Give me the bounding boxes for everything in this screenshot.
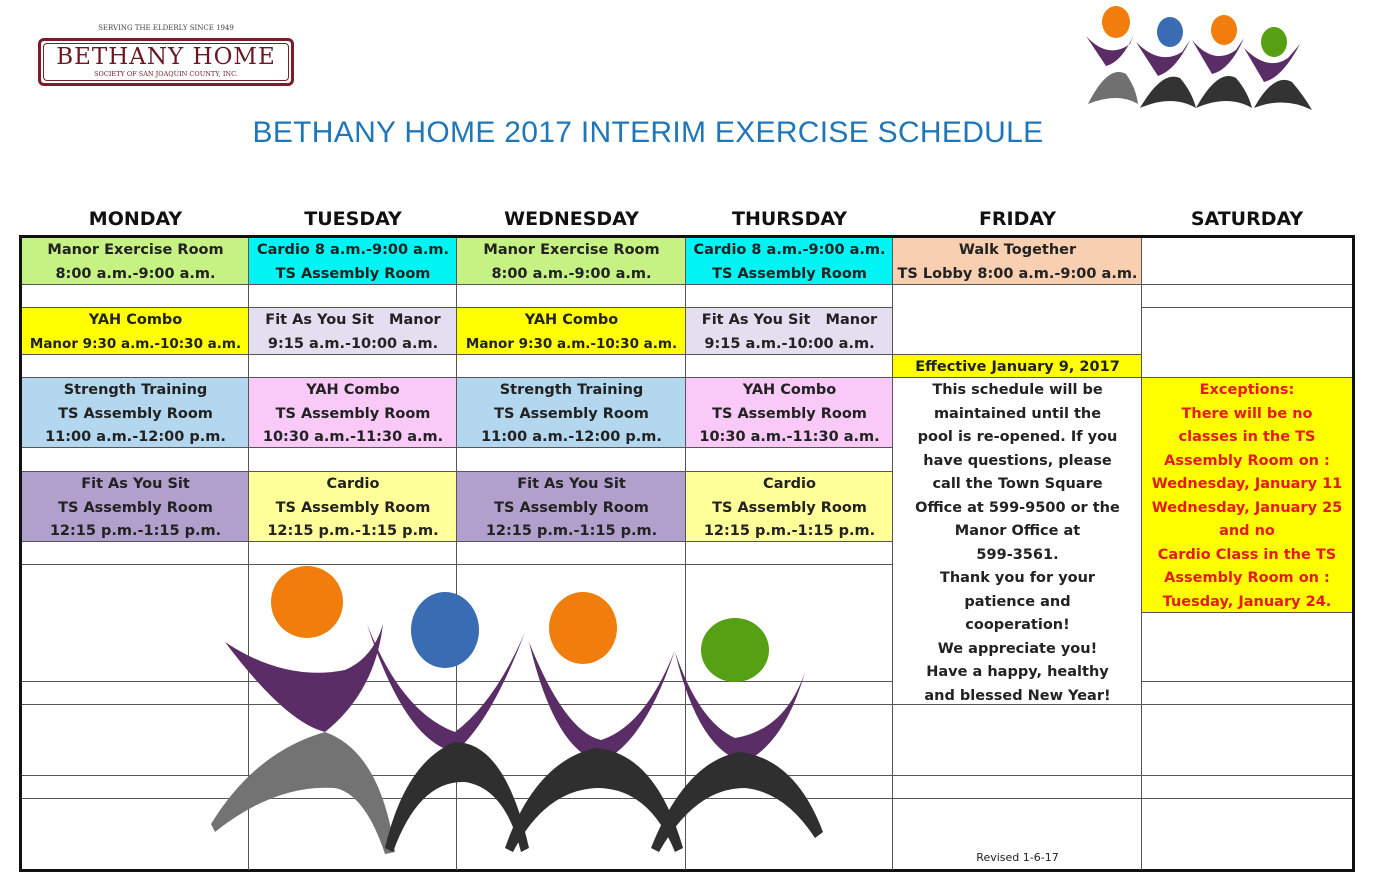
large-dancer-1 (211, 566, 395, 854)
wednesday-slot-4: Fit As You Sit TS Assembly Room 12:15 p.m.-1:15 p.m. (457, 472, 686, 542)
text-line: pool is re-opened. If you (917, 429, 1118, 445)
thursday-slot-4: Cardio TS Assembly Room 12:15 p.m.-1:15 p.m. (686, 472, 893, 542)
dancer-figure-1 (1086, 6, 1138, 104)
text-line: cooperation! (965, 617, 1070, 633)
dancer-figure-3 (1192, 15, 1252, 108)
large-dancer-2 (367, 592, 529, 852)
friday-slot-1: Walk Together TS Lobby 8:00 a.m.-9:00 a.m. (893, 238, 1142, 285)
text-line: have questions, please (923, 452, 1112, 469)
monday-slot-3: Strength Training TS Assembly Room 11:00 a.m.-12:00 p.m. (22, 378, 249, 448)
text-line: and blessed New Year! (924, 687, 1111, 704)
text-line: Have a happy, healthy (926, 664, 1109, 680)
text-line: call the Town Square (932, 476, 1103, 492)
text-line: Assembly Room on : (1164, 570, 1330, 586)
tuesday-slot-3: YAH Combo TS Assembly Room 10:30 a.m.-11:30 a.m. (249, 378, 457, 448)
text-line: Manor Office at (954, 523, 1081, 539)
text-line: There will be no (1181, 405, 1313, 422)
header-saturday: SATURDAY (1190, 208, 1304, 230)
text-line: Wednesday, January 25 (1151, 499, 1343, 516)
monday-slot-2: YAH Combo Manor 9:30 a.m.-10:30 a.m. (22, 308, 249, 354)
monday-slot-4: Fit As You Sit TS Assembly Room 12:15 p.m.-1:15 p.m. (22, 472, 249, 542)
large-dancer-4 (651, 618, 823, 852)
text-line: We appreciate you! (937, 640, 1098, 657)
dancer-figure-4 (1244, 27, 1312, 110)
wednesday-slot-3: Strength Training TS Assembly Room 11:00 a.m.-12:00 p.m. (457, 378, 686, 448)
header-monday: MONDAY (88, 208, 183, 230)
page-title: BETHANY HOME 2017 INTERIM EXERCISE SCHEDULE (252, 116, 1044, 149)
text-line: Assembly Room on : (1164, 452, 1330, 469)
large-dancer-3 (505, 592, 683, 852)
text-line: patience and (964, 593, 1071, 610)
text-line: This schedule will be (932, 382, 1103, 398)
logo-tagline: SERVING THE ELDERLY SINCE 1949 (98, 24, 234, 32)
header-wednesday: WEDNESDAY (504, 208, 639, 230)
tuesday-slot-1: Cardio 8 a.m.-9:00 a.m. TS Assembly Room (249, 238, 457, 285)
tuesday-slot-4: Cardio TS Assembly Room 12:15 p.m.-1:15 p.m. (249, 472, 457, 542)
header-tuesday: TUESDAY (304, 208, 402, 230)
text-line: 599-3561. (976, 546, 1059, 563)
logo-name: BETHANY HOME (56, 44, 276, 70)
text-line: Office at 599-9500 or the (915, 499, 1120, 516)
text-line: classes in the TS (1178, 429, 1316, 445)
text-line: Wednesday, January 11 (1151, 476, 1343, 492)
wednesday-slot-1: Manor Exercise Room 8:00 a.m.-9:00 a.m. (457, 238, 686, 285)
dancer-figure-2 (1136, 17, 1196, 108)
thursday-slot-3: YAH Combo TS Assembly Room 10:30 a.m.-11:30 a.m. (686, 378, 893, 448)
wednesday-slot-2: YAH Combo Manor 9:30 a.m.-10:30 a.m. (457, 308, 686, 354)
text-line: maintained until the (933, 405, 1102, 422)
text-line: Thank you for your (939, 570, 1096, 586)
text-line: Tuesday, January 24. (1162, 593, 1332, 610)
thursday-slot-2: Fit As You Sit Manor 9:15 a.m.-10:00 a.m. (686, 308, 893, 354)
dancers-large-image (205, 562, 845, 862)
dancers-small-image (1078, 4, 1318, 116)
text-line: Cardio Class in the TS (1157, 546, 1337, 563)
logo-society: SOCIETY OF SAN JOAQUIN COUNTY, INC. (94, 70, 238, 78)
friday-effective-date: Effective January 9, 2017 (893, 355, 1142, 378)
monday-slot-1: Manor Exercise Room 8:00 a.m.-9:00 a.m. (22, 238, 249, 285)
tuesday-slot-2: Fit As You Sit Manor 9:15 a.m.-10:00 a.m. (249, 308, 457, 354)
header-friday: FRIDAY (978, 208, 1057, 230)
thursday-slot-1: Cardio 8 a.m.-9:00 a.m. TS Assembly Room (686, 238, 893, 285)
bethany-home-logo (38, 24, 294, 98)
text-line: and no (1219, 523, 1275, 539)
text-line: Exceptions: (1199, 382, 1295, 398)
header-thursday: THURSDAY (731, 208, 848, 230)
revised-date: Revised 1-6-17 (976, 851, 1059, 864)
